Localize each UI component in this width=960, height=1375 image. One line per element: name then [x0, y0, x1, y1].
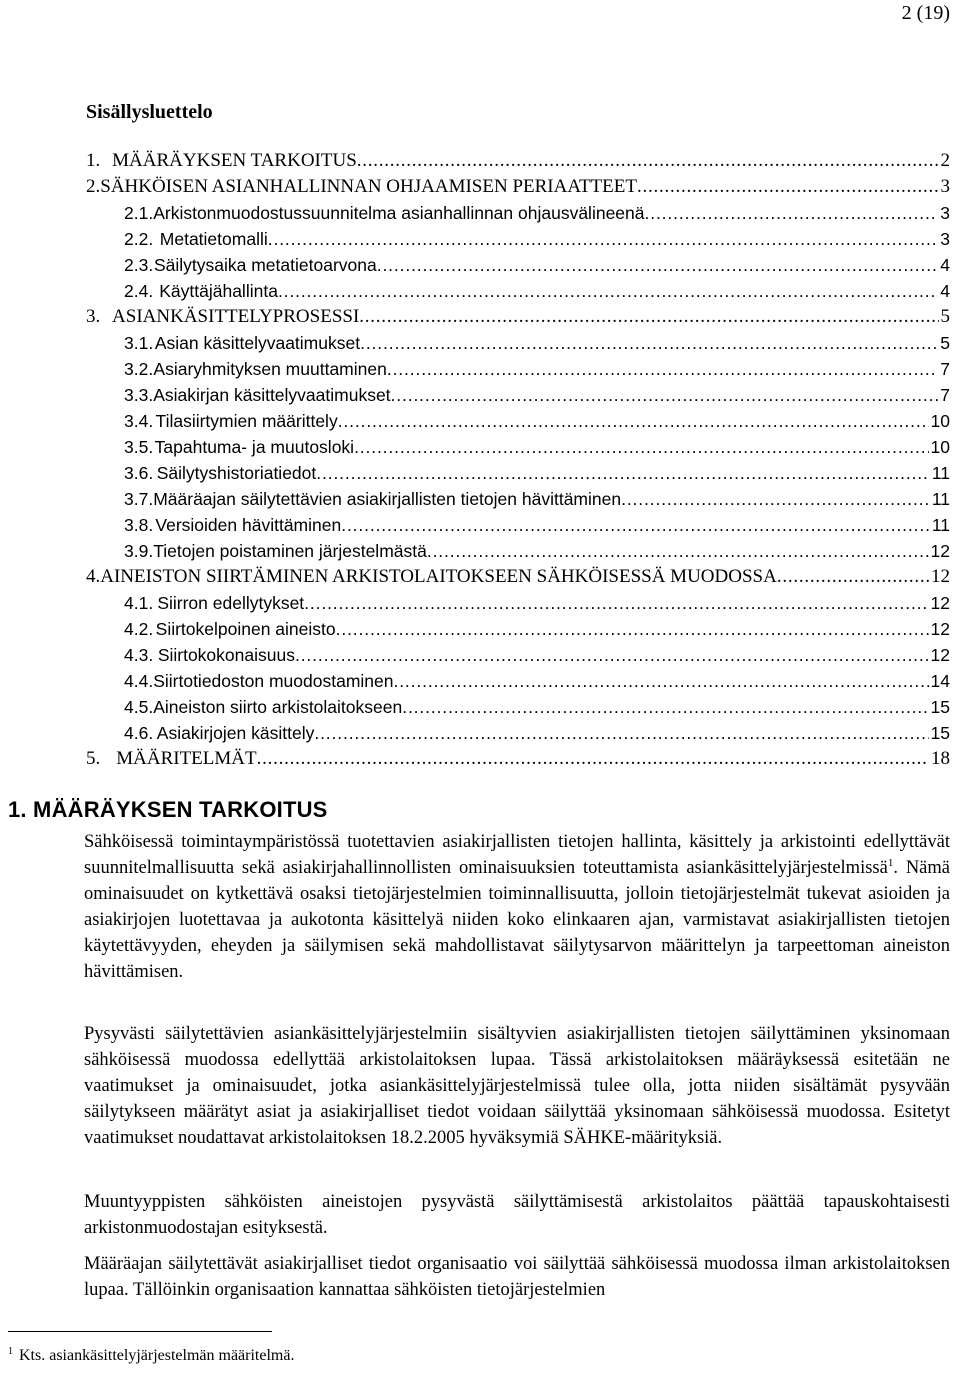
toc-entry[interactable] — [86, 174, 950, 200]
paragraph-1 — [84, 829, 950, 985]
toc-dot-leader — [427, 538, 929, 564]
toc-entry-number: 4.6. — [124, 723, 154, 743]
footnote — [8, 1345, 294, 1367]
toc-entry[interactable] — [86, 668, 950, 694]
toc-entry-page: 14 — [930, 671, 950, 691]
toc-entry[interactable] — [86, 382, 950, 408]
toc-entry-title: Asiakirjojen käsittely — [156, 723, 315, 743]
toc-title: Sisällysluettelo — [86, 101, 213, 123]
toc-entry-title: Tietojen poistaminen järjestelmästä — [153, 541, 427, 561]
toc-entry[interactable] — [86, 642, 950, 668]
toc-entry-page: 12 — [930, 619, 950, 639]
toc-entry[interactable] — [86, 538, 950, 564]
toc-entry-number: 2. — [86, 176, 101, 197]
table-of-contents — [86, 148, 950, 772]
toc-entry-page: 10 — [930, 411, 950, 431]
toc-entry-number: 4.4. — [124, 671, 154, 691]
toc-entry-page: 3 — [940, 203, 950, 223]
toc-entry-number: 4.3. — [124, 645, 154, 665]
toc-dot-leader — [645, 200, 939, 226]
toc-dot-leader — [257, 746, 929, 772]
toc-entry-number: 3.3. — [124, 385, 154, 405]
toc-entry[interactable] — [86, 616, 950, 642]
toc-entry-number: 3.6. — [124, 463, 154, 483]
toc-dot-leader — [637, 174, 939, 200]
toc-entry[interactable] — [86, 226, 950, 252]
toc-entry-page: 18 — [931, 748, 950, 769]
toc-dot-leader — [621, 486, 930, 512]
toc-entry[interactable] — [86, 356, 950, 382]
toc-dot-leader — [402, 694, 928, 720]
toc-dot-leader — [377, 252, 939, 278]
toc-entry-number: 3.4. — [124, 411, 154, 431]
toc-entry-page: 11 — [931, 515, 950, 535]
footnote-text: Kts. asiankäsittelyjärjestelmän määritelmä. — [19, 1347, 295, 1364]
toc-entry-title: AINEISTON SIIRTÄMINEN ARKISTOLAITOKSEEN SÄHKÖISESSÄ MUODOSSA — [100, 566, 777, 587]
toc-entry-title: Käyttäjähallinta — [159, 281, 278, 301]
toc-entry-page: 5 — [940, 333, 950, 353]
paragraph-3: Muuntyyppisten sähköisten aineistojen pysyvästä säilyttämisestä arkistolaitos päättää tapauskohtaisesti arkistonmuodostajan esityksestä. — [84, 1192, 950, 1238]
toc-entry[interactable] — [86, 590, 950, 616]
footnote-reference[interactable]: 1 — [887, 856, 894, 869]
toc-entry-number: 3.5. — [124, 437, 154, 457]
toc-dot-leader — [314, 720, 928, 746]
footnote-marker: 1 — [8, 1345, 13, 1357]
toc-entry-number: 4.1. — [124, 593, 154, 613]
toc-dot-leader — [393, 668, 928, 694]
toc-entry-page: 15 — [930, 723, 950, 743]
toc-entry[interactable] — [86, 434, 950, 460]
paragraph-1-text-a: Sähköisessä toimintaympäristössä tuotettavien asiakirjallisten tietojen hallinta, käsittely ja arkistointi edellyttävät suunnitelmallisuutta sekä asiakirjahallinnollisten ominaisuuksien toteuttamista asiankäsittelyjärjestelmissä — [84, 832, 950, 878]
toc-entry-title: SÄHKÖISEN ASIANHALLINNAN OHJAAMISEN PERIAATTEET — [100, 176, 637, 197]
toc-dot-leader — [341, 512, 930, 538]
toc-dot-leader — [268, 226, 939, 252]
toc-entry-title: Versioiden hävittäminen — [155, 515, 342, 535]
toc-entry[interactable] — [86, 460, 950, 486]
toc-entry-number: 4.2. — [124, 619, 154, 639]
toc-entry-page: 2 — [940, 150, 950, 171]
toc-entry-page: 4 — [940, 255, 950, 275]
toc-entry-number: 3.1. — [124, 333, 154, 353]
toc-entry-title: Tapahtuma- ja muutosloki — [154, 437, 355, 457]
toc-entry-page: 7 — [940, 385, 950, 405]
toc-entry-title: MÄÄRÄYKSEN TARKOITUS — [112, 150, 357, 171]
toc-dot-leader — [391, 382, 939, 408]
toc-entry-number: 3.2. — [124, 359, 154, 379]
toc-entry-title: Arkistonmuodostussuunnitelma asianhallinnan ohjausvälineenä — [153, 203, 645, 223]
toc-entry-number: 3. — [86, 306, 101, 327]
toc-entry-title: Säilytyshistoriatiedot — [156, 463, 317, 483]
toc-entry-page: 12 — [930, 593, 950, 613]
toc-dot-leader — [357, 148, 939, 174]
toc-entry-number: 2.1. — [124, 203, 154, 223]
toc-entry[interactable] — [86, 720, 950, 746]
toc-entry-title: Siirtokokonaisuus — [157, 645, 295, 665]
toc-entry-title: Siirtotiedoston muodostaminen — [153, 671, 394, 691]
toc-entry[interactable] — [86, 252, 950, 278]
toc-dot-leader — [336, 616, 929, 642]
toc-entry-page: 12 — [931, 566, 950, 587]
toc-entry[interactable] — [86, 200, 950, 226]
toc-entry-title: Tilasiirtymien määrittely — [155, 411, 338, 431]
toc-entry-title: Asian käsittelyvaatimukset — [154, 333, 361, 353]
toc-entry[interactable] — [86, 694, 950, 720]
paragraph-2: Pysyvästi säilytettävien asiankäsittelyjärjestelmiin sisältyvien asiakirjallisten tietojen säilyttäminen yksinomaan sähköisessä muodossa edellyttää arkistolaitoksen lupaa. Tässä arkistolaitoksen määräyksessä esitetään ne vaatimukset ja ominaisuudet, jotka asiankäsittelyjärjestelmissä tulee olla, jotta niiden sisältämät pysyvään säilytykseen määrätyt asiat ja asiakirjalliset tiedot voidaan säilyttää yksinomaan sähköisessä muodossa. Esitetyt vaatimukset noudattavat arkistolaitoksen 18.2.2005 hyväksymiä SÄHKE-määrityksiä. — [84, 1024, 950, 1148]
toc-entry-page: 12 — [930, 645, 950, 665]
toc-entry-page: 7 — [940, 359, 950, 379]
toc-entry-page: 4 — [940, 281, 950, 301]
toc-entry-number: 4.5. — [124, 697, 154, 717]
toc-entry-page: 5 — [940, 306, 950, 327]
toc-dot-leader — [316, 460, 930, 486]
toc-entry[interactable] — [86, 564, 950, 590]
toc-entry-number: 4. — [86, 566, 101, 587]
toc-entry[interactable] — [86, 512, 950, 538]
toc-entry-number: 2.3. — [124, 255, 154, 275]
toc-entry-title: Määräajan säilytettävien asiakirjallisten tietojen hävittäminen — [153, 489, 622, 509]
toc-dot-leader — [304, 590, 928, 616]
toc-entry-page: 3 — [940, 176, 950, 197]
toc-entry[interactable] — [86, 148, 950, 174]
toc-entry-number: 3.9. — [124, 541, 154, 561]
toc-entry[interactable] — [86, 304, 950, 330]
toc-entry-page: 3 — [940, 229, 950, 249]
toc-entry-page: 12 — [930, 541, 950, 561]
toc-dot-leader — [777, 564, 929, 590]
toc-dot-leader — [278, 278, 938, 304]
toc-dot-leader — [338, 408, 929, 434]
toc-dot-leader — [354, 434, 928, 460]
toc-entry-title: Asiaryhmityksen muuttaminen — [153, 359, 387, 379]
toc-dot-leader — [359, 304, 938, 330]
toc-entry-page: 11 — [931, 489, 950, 509]
toc-entry-page: 15 — [930, 697, 950, 717]
toc-entry-number: 5. — [86, 748, 101, 769]
toc-entry[interactable] — [86, 746, 950, 772]
toc-entry[interactable] — [86, 278, 950, 304]
toc-entry-number: 2.2. — [124, 229, 154, 249]
toc-dot-leader — [387, 356, 938, 382]
paragraph-4: Määräajan säilytettävät asiakirjalliset tiedot organisaatio voi säilyttää sähköisessä muodossa ilman arkistolaitoksen lupaa. Tällöinkin organisaation kannattaa sähköisten tietojärjestelmien — [84, 1254, 950, 1300]
toc-dot-leader — [360, 330, 938, 356]
toc-entry-title: Aineiston siirto arkistolaitokseen — [153, 697, 403, 717]
toc-entry[interactable] — [86, 486, 950, 512]
toc-entry-number: 2.4. — [124, 281, 154, 301]
toc-entry-page: 10 — [930, 437, 950, 457]
toc-entry-title: Siirtokelpoinen aineisto — [155, 619, 336, 639]
section-heading: 1. MÄÄRÄYKSEN TARKOITUS — [8, 797, 328, 822]
toc-entry-title: MÄÄRITELMÄT — [116, 748, 257, 769]
toc-entry-title: ASIANKÄSITTELYPROSESSI — [112, 306, 360, 327]
toc-entry-title: Säilytysaika metatietoarvona — [153, 255, 377, 275]
toc-entry-number: 3.7. — [124, 489, 154, 509]
page-number: 2 (19) — [901, 2, 950, 24]
toc-dot-leader — [295, 642, 929, 668]
toc-entry[interactable] — [86, 330, 950, 356]
toc-entry-page: 11 — [931, 463, 950, 483]
toc-entry-title: Asiakirjan käsittelyvaatimukset — [153, 385, 391, 405]
toc-entry[interactable] — [86, 408, 950, 434]
footnote-separator — [8, 1331, 272, 1332]
toc-entry-title: Metatietomalli — [159, 229, 268, 249]
toc-entry-number: 1. — [86, 150, 101, 171]
toc-entry-number: 3.8. — [124, 515, 154, 535]
toc-entry-title: Siirron edellytykset — [157, 593, 305, 613]
paragraph-1-text-b: . Nämä ominaisuudet on kytkettävä osaksi tietojärjestelmien toiminnallisuutta, jolloin tietojärjestelmät tukevat asioiden ja asiakirjojen luotettavaa ja aukotonta käsittelyä niiden koko elinkaaren ajan, varmistavat asiakirjallisten tietojen käytettävyyden, eheyden ja säilymisen sekä mahdollistavat säilytysarvon määrittelyn ja tarpeettoman aineiston hävittämisen. — [84, 858, 950, 982]
